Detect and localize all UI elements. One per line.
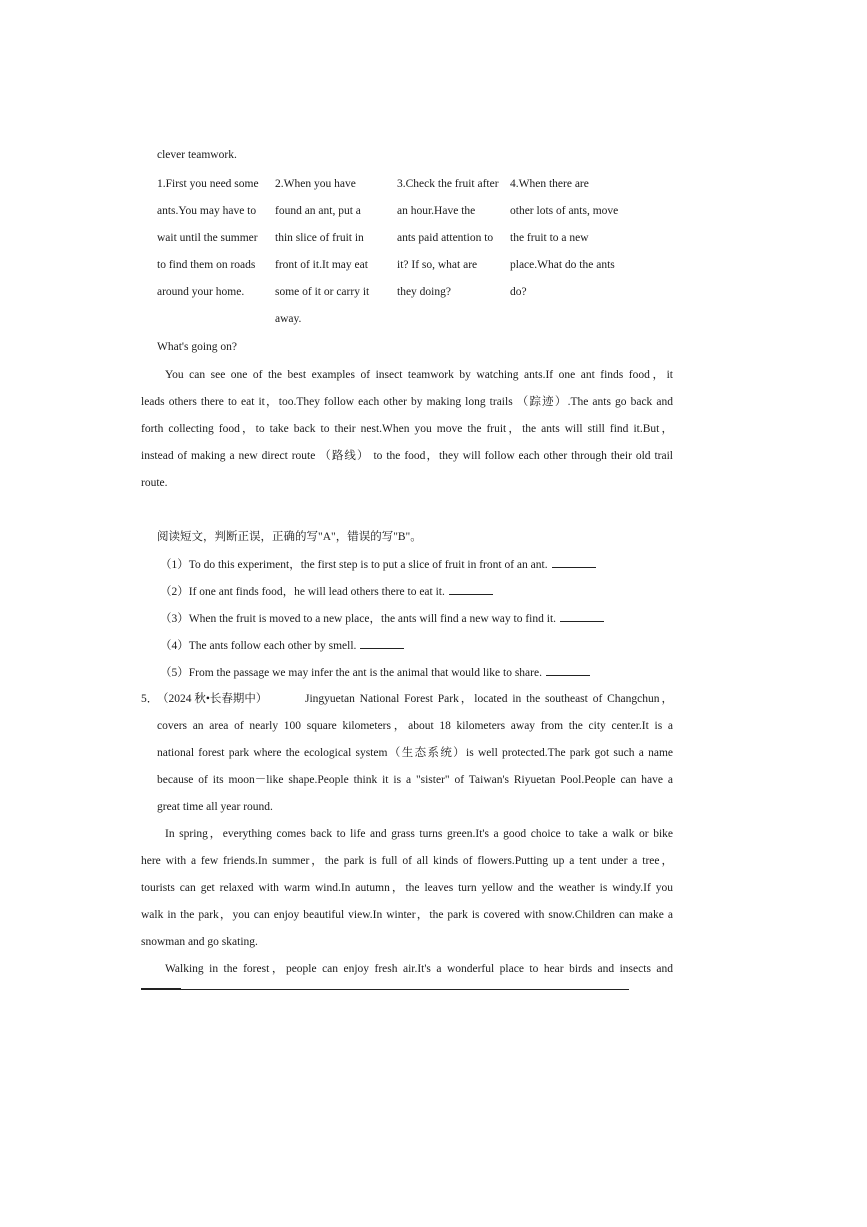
step1-line: 1.First you need some	[157, 178, 259, 190]
q5-para2-line: In spring，everything comes back to life and grass turns green.It's a good choice to take a walk or bike	[165, 828, 673, 840]
step4-line: 4.When there are	[510, 178, 589, 190]
q5-para2-line: here with a few friends.In summer，the park is full of all kinds of flowers.Putting up a tent under a tree，	[141, 855, 673, 867]
answer-blank[interactable]	[552, 557, 596, 568]
question-text: （5）From the passage we may infer the ant is the animal that would like to share.	[160, 667, 542, 679]
step3-line: it? If so, what are	[397, 259, 478, 271]
q5-para2-line: tourists can get relaxed with warm wind.In autumn，the leaves turn yellow and the weather is windy.If you	[141, 882, 673, 894]
passage-line: leads others there to eat it，too.They follow each other by making long trails （踪迹）.The ants go back and	[141, 396, 673, 408]
step3-line: an hour.Have the	[397, 205, 476, 217]
passage-line: forth collecting food，to take back to their nest.When you move the fruit，the ants will still find it.But，	[141, 423, 673, 435]
q5-para2-line: snowman and go skating.	[141, 936, 258, 948]
q5-line: national forest park where the ecological system（生态系统）is well protected.The park got such a name	[157, 747, 673, 759]
step1-line: to find them on roads	[157, 259, 256, 271]
answer-blank[interactable]	[546, 665, 590, 676]
answer-blank[interactable]	[560, 611, 604, 622]
footer-rule	[141, 989, 629, 990]
q5-number: 5．	[141, 693, 159, 705]
intro-question: What's going on?	[157, 341, 238, 353]
step3-line: 3.Check the fruit after	[397, 178, 499, 190]
question-item	[160, 665, 590, 680]
step4-line: place.What do the ants	[510, 259, 615, 271]
q5-source: （2024 秋•长春期中）	[157, 693, 268, 705]
step4-line: other lots of ants, move	[510, 205, 619, 217]
q5-line: because of its moon－like shape.People think it is a "sister" of Taiwan's Riyuetan Pool.People can have a	[157, 774, 673, 786]
step2-line: thin slice of fruit in	[275, 232, 364, 244]
step2-line: front of it.It may eat	[275, 259, 368, 271]
q5-para2-line: walk in the park，you can enjoy beautiful view.In winter，the park is covered with snow.Children can make a	[141, 909, 673, 921]
step1-line: ants.You may have to	[157, 205, 257, 217]
instruction: 阅读短文，判断正误，正确的写"A"，错误的写"B"。	[157, 531, 422, 543]
question-text: （3）When the fruit is moved to a new place，the ants will find a new way to find it.	[160, 613, 557, 625]
passage-line: You can see one of the best examples of insect teamwork by watching ants.If one ant finds food，it	[165, 369, 673, 381]
answer-blank[interactable]	[360, 638, 404, 649]
step2-line: away.	[275, 313, 302, 325]
step4-line: do?	[510, 286, 527, 298]
passage-line: instead of making a new direct route （路线） to the food，they will follow each other through their old trail	[141, 450, 673, 462]
step1-line: wait until the summer	[157, 232, 258, 244]
question-item	[160, 584, 493, 599]
question-item	[160, 557, 596, 572]
step1-line: around your home.	[157, 286, 245, 298]
step2-line: found an ant, put a	[275, 205, 361, 217]
answer-blank[interactable]	[449, 584, 493, 595]
q5-line: Jingyuetan National Forest Park，located in the southeast of Changchun，	[305, 693, 673, 705]
step4-line: the fruit to a new	[510, 232, 589, 244]
question-text: （1）To do this experiment，the first step is to put a slice of fruit in front of an ant.	[160, 559, 548, 571]
question-item	[160, 638, 404, 653]
question-item	[160, 611, 604, 626]
passage-line: route.	[141, 477, 168, 489]
q5-para3-line: Walking in the forest，people can enjoy fresh air.It's a wonderful place to hear birds and insects and	[165, 963, 673, 975]
question-text: （4）The ants follow each other by smell.	[160, 640, 357, 652]
step2-line: 2.When you have	[275, 178, 356, 190]
q5-line: covers an area of nearly 100 square kilometers，about 18 kilometers away from the city center.It is a	[157, 720, 673, 732]
step3-line: they doing?	[397, 286, 451, 298]
step3-line: ants paid attention to	[397, 232, 494, 244]
question-text: （2）If one ant finds food，he will lead others there to eat it.	[160, 586, 445, 598]
step2-line: some of it or carry it	[275, 286, 370, 298]
q5-line: great time all year round.	[157, 801, 273, 813]
intro-clever: clever teamwork.	[157, 149, 237, 161]
